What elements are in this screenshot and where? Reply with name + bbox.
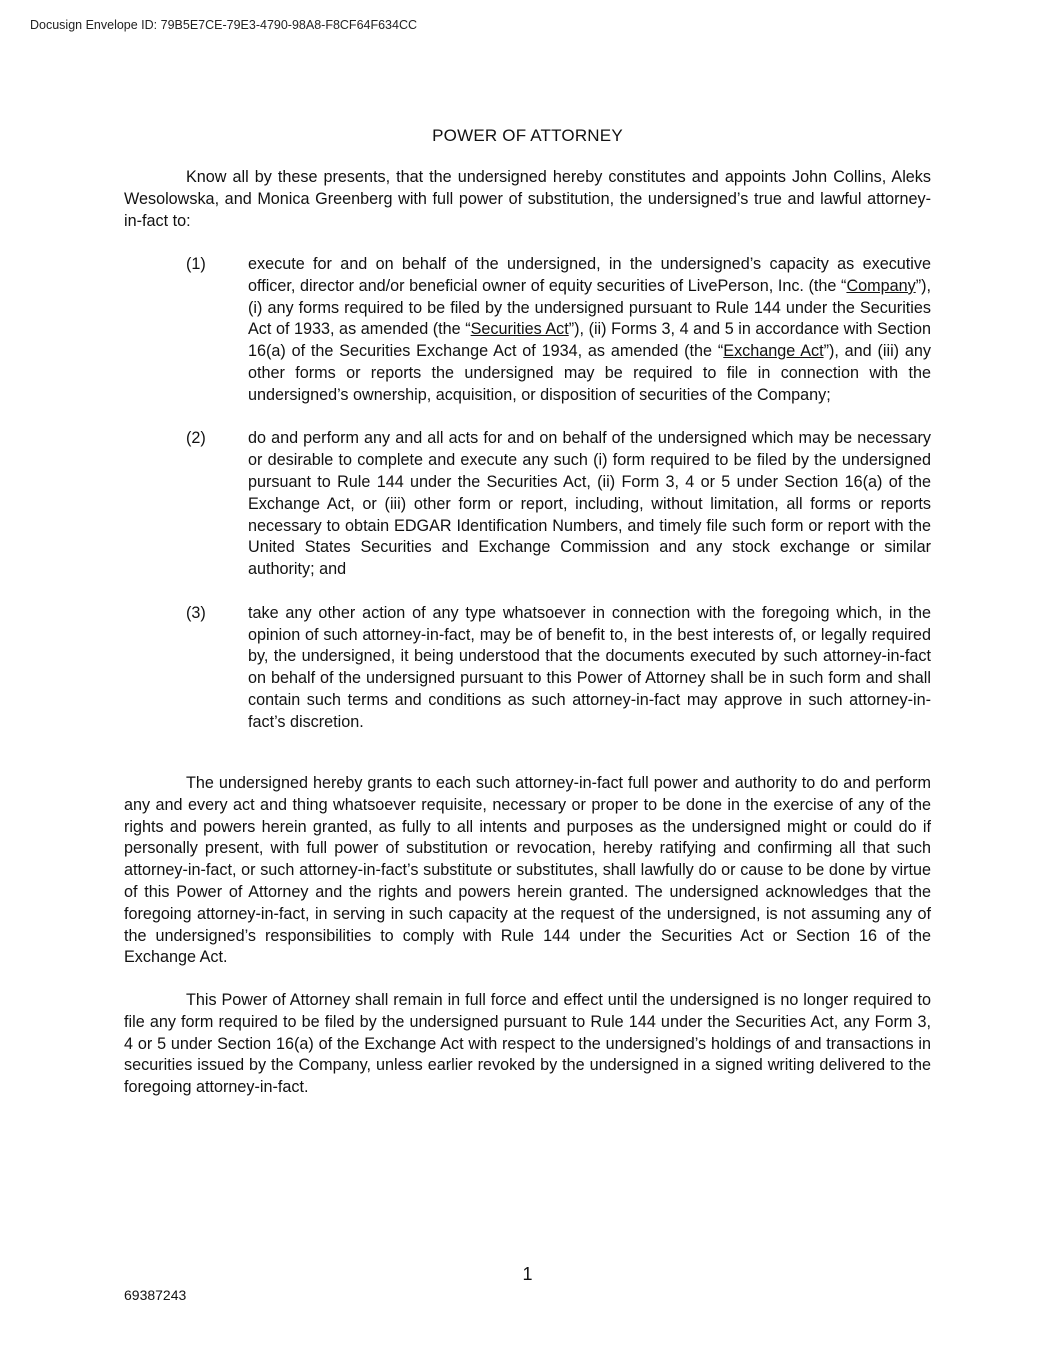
defined-term-company: Company bbox=[846, 276, 916, 295]
item-text: take any other action of any type whatsoever in connection with the foregoing which, in the opinion of such attorney-in-fact, may be of benefit to, in the best interests of, or legally required by, the undersigned, it being understood that the documents executed by such attorney-in-fact on behalf of the undersigned pursuant to this Power of Attorney shall be in such form and shall contain such terms and conditions as such attorney-in-fact may approve in such attorney-in-fact’s discretion. bbox=[248, 603, 931, 731]
grant-text: The undersigned hereby grants to each such attorney-in-fact full power and authority to do and perform any and every act and thing whatsoever requisite, necessary or proper to be done in the exercise of any of the rights and powers herein granted, as fully to all intents and purposes as the undersigned might or could do if personally present, with full power of substitution or revocation, hereby ratifying and confirming all that such attorney-in-fact, or such attorney-in-fact’s substitute or substitutes, shall lawfully do or cause to be done by virtue of this Power of Attorney and the rights and powers herein granted. The undersigned acknowledges that the foregoing attorney-in-fact, in serving in such capacity at the request of the undersigned, is not assuming any of the undersigned’s responsibilities to comply with Rule 144 under the Securities Act or Section 16 of the Exchange Act. bbox=[124, 774, 931, 967]
duration-paragraph bbox=[124, 990, 931, 1099]
item-text: execute for and on behalf of the undersigned, in the undersigned’s capacity as executive officer, director and/or beneficial owner of equity securities of LivePerson, Inc. (the “Company”), (i) any forms required to be filed by the undersigned pursuant to Rule 144 under the Securities Act of 1933, as amended (the “Securities Act”), (ii) Forms 3, 4 and 5 in accordance with Section 16(a) of the Securities Exchange Act of 1934, as amended (the “Exchange Act”), and (iii) any other forms or reports the undersigned may be required to file in connection with the undersigned’s ownership, acquisition, or disposition of securities of the Company; bbox=[248, 255, 931, 404]
defined-term-securities-act: Securities Act bbox=[470, 320, 569, 339]
document-number: 69387243 bbox=[124, 1287, 187, 1303]
list-item bbox=[186, 254, 931, 407]
item-number: (3) bbox=[186, 603, 206, 622]
list-item bbox=[186, 428, 931, 581]
item-number: (2) bbox=[186, 429, 206, 448]
item-text: do and perform any and all acts for and on behalf of the undersigned which may be necessary or desirable to complete and execute any such (i) form required to be filed by the undersigned pursuant to Rule 144 under the Securities Act, (ii) Form 3, 4 or 5 under Section 16(a) of the Exchange Act, or (iii) other form or report, including, without limitation, all forms or reports necessary to obtain EDGAR Identification Numbers, and timely file such form or report with the United States Securities and Exchange Commission and any stock exchange or similar authority; and bbox=[248, 429, 931, 579]
grant-paragraph bbox=[124, 773, 931, 969]
list-item bbox=[186, 603, 931, 734]
powers-list bbox=[186, 254, 931, 755]
intro-text: Know all by these presents, that the undersigned hereby constitutes and appoints John Collins, Aleks Wesolowska, and Monica Greenberg with full power of substitution, the undersigned’s true and lawful attorney-in-fact to: bbox=[124, 168, 931, 230]
defined-term-exchange-act: Exchange Act bbox=[723, 342, 824, 361]
duration-text: This Power of Attorney shall remain in full force and effect until the undersigned is no longer required to file any form required to be filed by the undersigned pursuant to Rule 144 under the Securities Act, any Form 3, 4 or 5 under Section 16(a) of the Exchange Act with respect to the undersigned’s holdings of and transactions in securities issued by the Company, unless earlier revoked by the undersigned in a signed writing delivered to the foregoing attorney-in-fact. bbox=[124, 991, 931, 1097]
item-number: (1) bbox=[186, 255, 206, 273]
document-title: POWER OF ATTORNEY bbox=[432, 126, 623, 145]
envelope-id: Docusign Envelope ID: 79B5E7CE-79E3-4790-98A8-F8CF64F634CC bbox=[30, 18, 418, 32]
page-number: 1 bbox=[522, 1264, 533, 1284]
intro-paragraph bbox=[124, 167, 931, 232]
